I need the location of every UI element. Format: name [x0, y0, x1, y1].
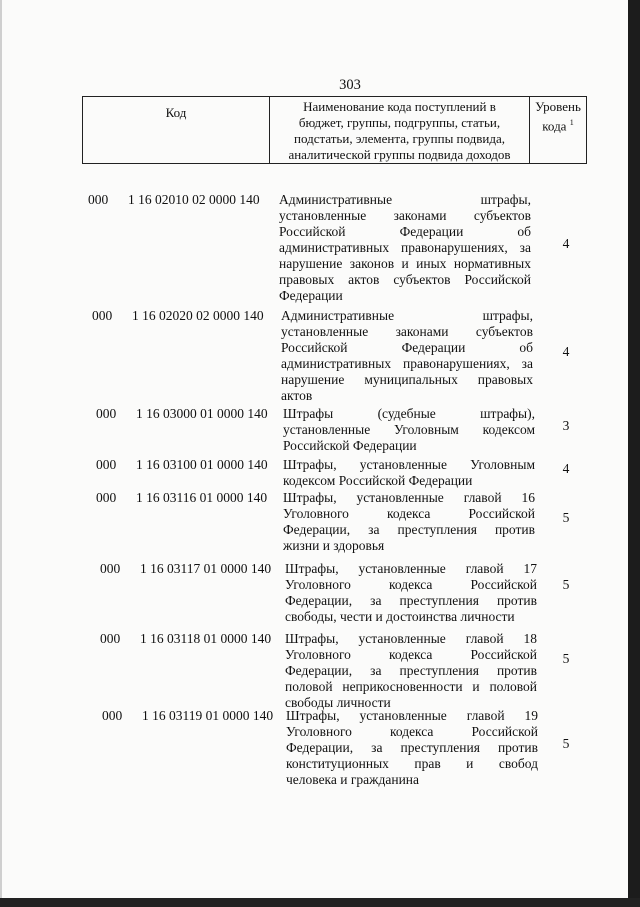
row-income-code: 1 16 02010 02 0000 140 — [128, 192, 260, 207]
row-income-code: 1 16 03117 01 0000 140 — [140, 561, 272, 576]
row-name-line: половой неприкосновенности и половой — [285, 679, 537, 694]
row-name — [279, 192, 531, 304]
scan-edge-left — [0, 0, 2, 907]
row-name-line: нарушение законов и иных нормативных — [279, 256, 531, 271]
row-admin-code: 000 — [100, 561, 121, 576]
row-name-line: Российской Федерации — [283, 438, 417, 453]
header-level-text: кода — [542, 118, 567, 134]
row-name-line: свободы, чести и достоинства личности — [285, 609, 515, 624]
row-income-code: 1 16 03100 01 0000 140 — [136, 457, 268, 472]
row-income-code: 1 16 03118 01 0000 140 — [140, 631, 272, 646]
row-name-line: установленные законами субъектов — [279, 208, 531, 223]
row-name-line: Штрафы (судебные штрафы), — [283, 406, 535, 421]
row-name-line: административных правонарушениях, за — [281, 356, 533, 371]
header-name-line: Наименование кода поступлений в — [303, 99, 496, 114]
row-name-line: установленные законами субъектов — [281, 324, 533, 339]
row-level: 5 — [562, 651, 570, 666]
row-level: 3 — [562, 418, 570, 433]
header-name-line: аналитической группы подвида доходов — [288, 147, 511, 162]
row-name — [285, 631, 537, 711]
row-name-line: Федерации, за преступления против — [285, 593, 537, 608]
row-name-line: Штрафы, установленные главой 19 — [286, 708, 538, 723]
header-name-line: бюджет, группы, подгруппы, статьи, — [298, 115, 501, 130]
row-name-line: правовых актов субъектов Российской — [279, 272, 531, 287]
row-name-line: свободы личности — [285, 695, 391, 710]
row-admin-code: 000 — [100, 631, 121, 646]
row-name-line: Штрафы, установленные главой 16 — [283, 490, 535, 505]
row-name-line: Федерации — [279, 288, 343, 303]
row-admin-code: 000 — [96, 406, 117, 421]
row-name-line: Федерации, за преступления против — [285, 663, 537, 678]
row-income-code: 1 16 03000 01 0000 140 — [136, 406, 268, 421]
row-name — [283, 490, 535, 554]
row-admin-code: 000 — [88, 192, 109, 207]
row-level: 5 — [562, 736, 570, 751]
row-name-line: Административные штрафы, — [281, 308, 533, 323]
row-name-line: Уголовного кодекса Российской — [285, 647, 537, 662]
row-income-code: 1 16 03119 01 0000 140 — [142, 708, 274, 723]
row-name-line: Российской Федерации об — [281, 340, 533, 355]
row-name-line: Уголовного кодекса Российской — [286, 724, 538, 739]
row-name-line: Уголовного кодекса Российской — [285, 577, 537, 592]
row-name — [283, 406, 535, 454]
row-name — [285, 561, 537, 625]
row-level: 5 — [562, 577, 570, 592]
row-level: 4 — [562, 344, 570, 359]
header-name — [270, 97, 530, 164]
row-income-code: 1 16 03116 01 0000 140 — [136, 490, 268, 505]
row-name-line: актов — [281, 388, 313, 403]
row-name — [283, 457, 535, 489]
row-admin-code: 000 — [92, 308, 113, 323]
header-name-line: подстатьи, элемента, группы подвида, — [294, 131, 505, 146]
row-admin-code: 000 — [96, 490, 117, 505]
header-level-line1: Уровень — [535, 99, 581, 114]
page-number: 303 — [339, 77, 361, 93]
header-level — [530, 97, 587, 164]
row-name-line: кодексом Российской Федерации — [283, 473, 473, 488]
row-name-line: человека и гражданина — [286, 772, 420, 787]
row-name-line: Штрафы, установленные Уголовным — [283, 457, 535, 472]
row-name-line: Российской Федерации об — [279, 224, 531, 239]
row-level: 4 — [562, 236, 570, 251]
row-name-line: нарушение муниципальных правовых — [281, 372, 533, 387]
row-name-line: Штрафы, установленные главой 17 — [285, 561, 537, 576]
header-level-footnote: 1 — [569, 118, 574, 127]
scan-edge-bottom — [0, 898, 640, 907]
scan-edge-right — [628, 0, 640, 907]
row-name-line: Уголовного кодекса Российской — [283, 506, 535, 521]
row-name-line: Федерации, за преступления против — [283, 522, 535, 537]
header-level-line2 — [530, 115, 586, 134]
row-level: 4 — [562, 461, 570, 476]
row-name-line: административных правонарушениях, за — [279, 240, 531, 255]
row-name — [281, 308, 533, 404]
row-admin-code: 000 — [96, 457, 117, 472]
row-admin-code: 000 — [102, 708, 123, 723]
header-code: Код — [83, 97, 270, 164]
row-name-line: Федерации, за преступления против — [286, 740, 538, 755]
row-level: 5 — [562, 510, 570, 525]
row-name-line: установленные Уголовным кодексом — [283, 422, 535, 437]
header-table — [82, 96, 587, 164]
row-name-line: конституционных прав и свобод — [286, 756, 538, 771]
row-name-line: жизни и здоровья — [283, 538, 385, 553]
row-income-code: 1 16 02020 02 0000 140 — [132, 308, 264, 323]
row-name — [286, 708, 538, 788]
row-name-line: Штрафы, установленные главой 18 — [285, 631, 537, 646]
row-name-line: Административные штрафы, — [279, 192, 531, 207]
